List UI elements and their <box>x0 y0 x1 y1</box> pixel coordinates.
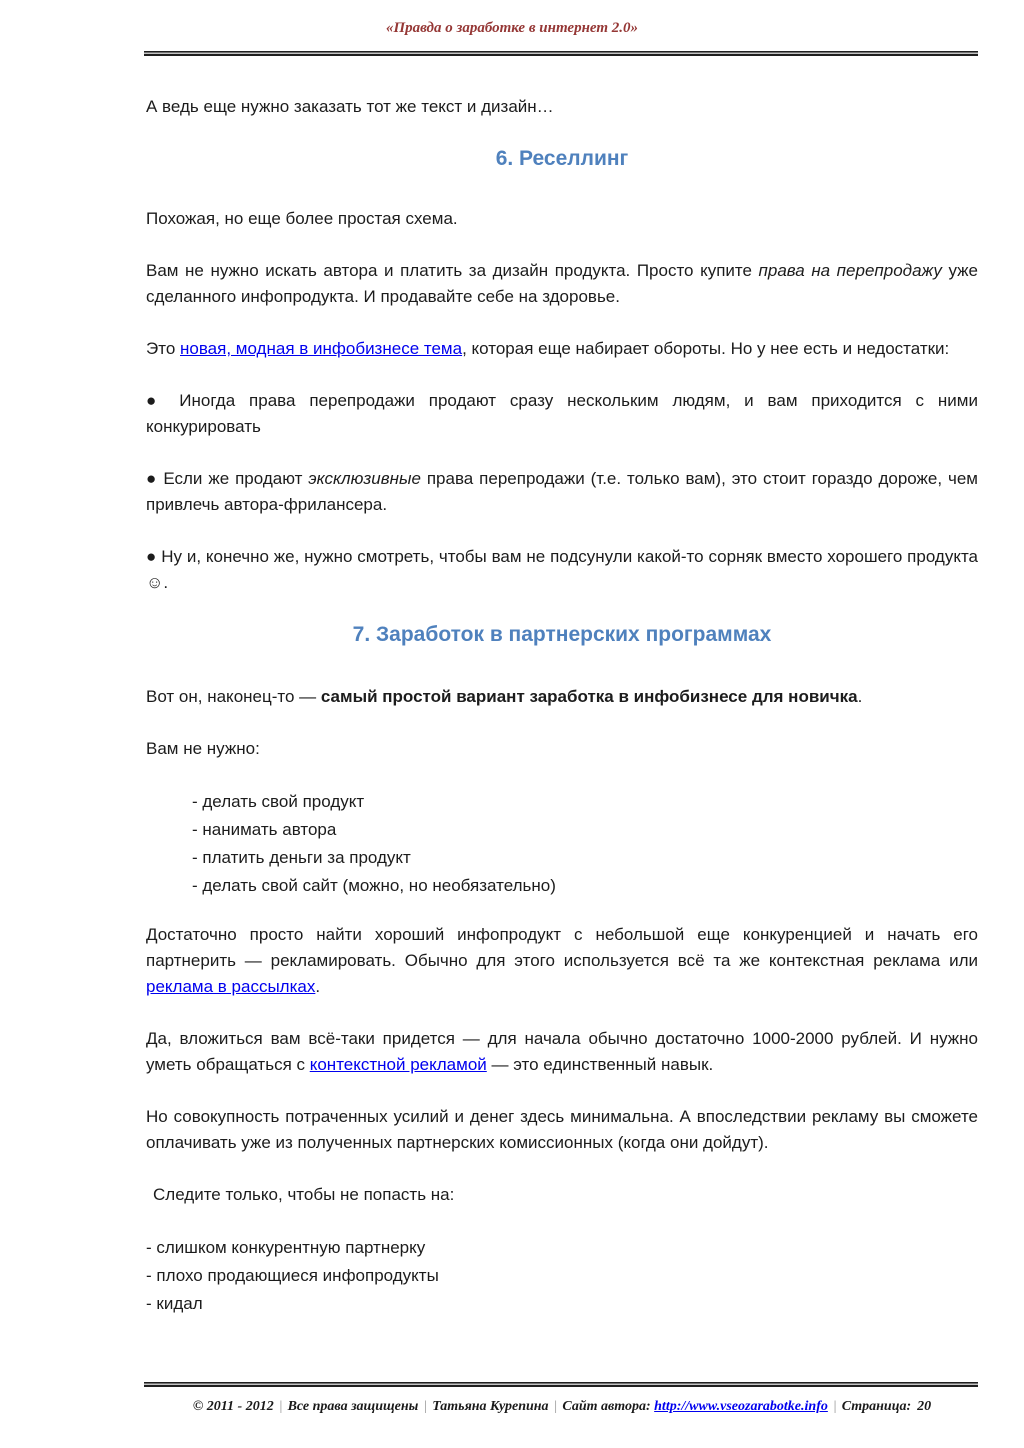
no-need-list <box>192 788 978 900</box>
paragraph-scheme: Похожая, но еще более простая схема. <box>146 209 458 228</box>
section-heading-affiliate: 7. Заработок в партнерских программах <box>352 623 772 646</box>
footer-separator: | <box>423 1399 428 1414</box>
watch-out-list <box>146 1234 978 1318</box>
link-mailing-ads[interactable]: реклама в рассылках <box>146 977 316 996</box>
footer-page-label: Страница: <box>841 1399 912 1414</box>
footer-site-link[interactable]: http://www.vseozarabotke.info <box>654 1399 828 1414</box>
section-heading-reselling: 6. Реселлинг <box>495 147 629 170</box>
page-content <box>146 56 978 1318</box>
bullet-bad-product: ● Ну и, конечно же, нужно смотреть, чтобы вам не подсунули какой-то сорняк вместо хорошего продукта ☺. <box>146 547 978 592</box>
paragraph-new-trend <box>146 336 978 362</box>
list-item: - кидал <box>146 1294 203 1313</box>
footer-rights: Все права защищены <box>287 1399 419 1414</box>
text-segment: — это единственный навык. <box>486 1055 714 1074</box>
list-item: - слишком конкурентную партнерку <box>146 1238 426 1257</box>
bullet-exclusive-rights <box>146 466 978 518</box>
bullet-multiple-buyers: ● Иногда права перепродажи продают сразу нескольким людям, и вам приходится с ними конкурировать <box>146 391 978 436</box>
text-segment: Вам не нужно искать автора и платить за дизайн продукта. Просто купите <box>146 261 759 280</box>
paragraph-resale-rights <box>146 258 978 310</box>
text-segment: . <box>857 687 863 706</box>
page-header <box>0 0 1024 56</box>
header-title: «Правда о заработке в интернет 2.0» <box>385 20 639 36</box>
list-item: - нанимать автора <box>192 820 337 839</box>
footer-author: Татьяна Курепина <box>432 1399 549 1414</box>
text-segment: ● Если же продают <box>146 469 309 488</box>
list-item: - плохо продающиеся инфопродукты <box>146 1266 439 1285</box>
paragraph-watch-out: Следите только, чтобы не попасть на: <box>153 1185 455 1204</box>
text-segment: права перепродажи (т.е. только вам), это стоит гораздо дороже, чем привлечь автора-фрилансера. <box>146 469 978 514</box>
text-segment: . <box>315 977 321 996</box>
paragraph-easiest-way <box>146 684 978 710</box>
paragraph-minimal-effort: Но совокупность потраченных усилий и денег здесь минимальна. А впоследствии рекламу вы сможете оплачивать уже из полученных партнерских комиссионных (когда они дойдут). <box>146 1107 978 1152</box>
list-item: - платить деньги за продукт <box>192 848 411 867</box>
page-footer <box>0 1368 1024 1415</box>
paragraph-intro: А ведь еще нужно заказать тот же текст и дизайн… <box>146 97 554 116</box>
footer-separator: | <box>278 1399 283 1414</box>
list-item: - делать свой сайт (можно, но необязательно) <box>192 876 556 895</box>
text-segment: уже сделанного инфопродукта. И продавайте себе на здоровье. <box>146 261 978 306</box>
text-segment: , которая еще набирает обороты. Но у нее есть и недостатки: <box>462 339 950 358</box>
paragraph-find-product <box>146 922 978 1000</box>
text-segment: Достаточно просто найти хороший инфопродукт с небольшой еще конкуренцией и начать его партнерить — рекламировать. Обычно для этого используется всё та же контекстная реклама или <box>146 925 978 970</box>
footer-separator: | <box>553 1399 558 1414</box>
link-new-trend[interactable]: новая, модная в инфобизнесе тема <box>180 339 463 358</box>
text-segment-bold: самый простой вариант заработка в инфобизнесе для новичка <box>320 687 858 706</box>
footer-copyright: © 2011 - 2012 <box>192 1399 274 1414</box>
text-segment: Да, вложиться вам всё-таки придется — для начала обычно достаточно 1000-2000 рублей. И нужно уметь обращаться с <box>146 1029 978 1074</box>
text-segment: Это <box>146 339 180 358</box>
text-segment: Вот он, наконец-то — <box>146 687 321 706</box>
footer-text <box>140 1399 984 1415</box>
footer-site-label: Сайт автора: <box>562 1399 651 1414</box>
text-segment-italic: права на перепродажу <box>758 261 942 280</box>
footer-rule <box>144 1382 978 1387</box>
text-segment-italic: эксклюзивные <box>308 469 421 488</box>
footer-page-number: 20 <box>917 1399 932 1414</box>
paragraph-investment <box>146 1026 978 1078</box>
paragraph-no-need: Вам не нужно: <box>146 739 260 758</box>
footer-separator: | <box>832 1399 837 1414</box>
link-context-ads[interactable]: контекстной рекламой <box>309 1055 487 1074</box>
list-item: - делать свой продукт <box>192 792 365 811</box>
